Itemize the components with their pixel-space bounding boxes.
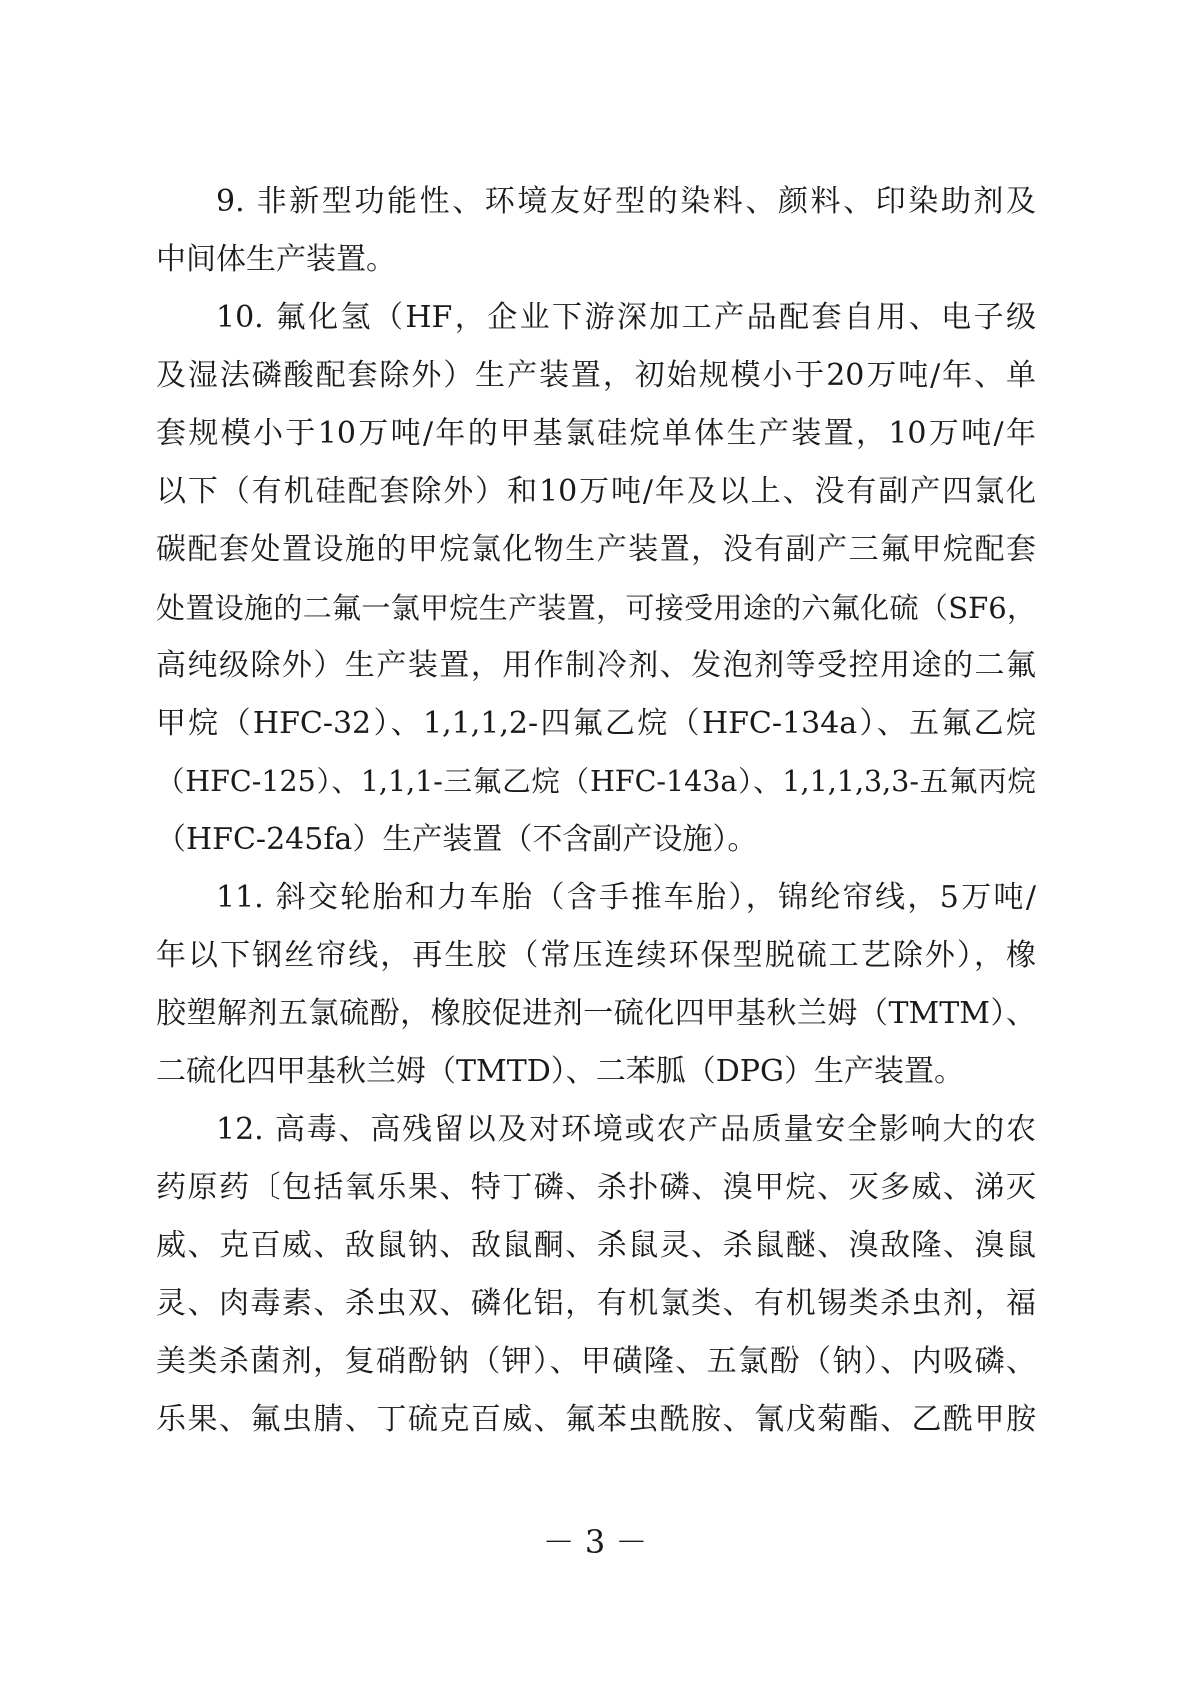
text-line: 药原药〔包括氧乐果、特丁磷、杀扑磷、溴甲烷、灭多威、涕灭: [156, 1170, 1036, 1205]
text-line: 套规模小于10万吨/年的甲基氯硅烷单体生产装置，10万吨/年: [156, 416, 1036, 451]
text-line: 二硫化四甲基秋兰姆（TMTD）、二苯胍（DPG）生产装置。: [156, 1054, 964, 1089]
document-body: [156, 178, 1036, 1454]
text-line: 处置设施的二氟一氯甲烷生产装置，可接受用途的六氟化硫（SF6，: [156, 591, 1036, 625]
text-line: 乐果、氟虫腈、丁硫克百威、氟苯虫酰胺、氰戊菊酯、乙酰甲胺: [156, 1402, 1036, 1437]
paragraph-item-12: [156, 1106, 1036, 1454]
text-line: 年以下钢丝帘线，再生胶（常压连续环保型脱硫工艺除外），橡: [156, 938, 1036, 973]
text-line: 12. 高毒、高残留以及对环境或农产品质量安全影响大的农: [216, 1112, 1036, 1147]
text-line: 灵、肉毒素、杀虫双、磷化铝，有机氯类、有机锡类杀虫剂，福: [156, 1286, 1036, 1321]
text-line: 胶塑解剂五氯硫酚，橡胶促进剂一硫化四甲基秋兰姆（TMTM）、: [156, 996, 1036, 1031]
text-line: （HFC-125）、1,1,1-三氟乙烷（HFC-143a）、1,1,1,3,3-五氟丙烷: [156, 765, 1036, 798]
text-line: 10. 氟化氢（HF，企业下游深加工产品配套自用、电子级: [216, 300, 1036, 335]
paragraph-item-11: [156, 874, 1036, 1106]
text-line: 甲烷（HFC-32）、1,1,1,2-四氟乙烷（HFC-134a）、五氟乙烷: [156, 706, 1036, 741]
text-line: 中间体生产装置。: [156, 242, 396, 277]
text-line: （HFC-245fa）生产装置（不含副产设施）。: [156, 822, 758, 857]
paragraph-item-10: [156, 294, 1036, 874]
text-line: 威、克百威、敌鼠钠、敌鼠酮、杀鼠灵、杀鼠醚、溴敌隆、溴鼠: [156, 1228, 1036, 1263]
text-line: 9. 非新型功能性、环境友好型的染料、颜料、印染助剂及: [216, 184, 1036, 219]
paragraph-item-9: [156, 178, 1036, 294]
text-line: 及湿法磷酸配套除外）生产装置，初始规模小于20万吨/年、单: [156, 358, 1036, 393]
text-line: 以下（有机硅配套除外）和10万吨/年及以上、没有副产四氯化: [156, 474, 1036, 509]
text-line: 碳配套处置设施的甲烷氯化物生产装置，没有副产三氟甲烷配套: [156, 532, 1036, 567]
text-line: 11. 斜交轮胎和力车胎（含手推车胎），锦纶帘线，5万吨/: [216, 880, 1036, 915]
text-line: 美类杀菌剂，复硝酚钠（钾）、甲磺隆、五氯酚（钠）、内吸磷、: [156, 1344, 1036, 1379]
text-line: 高纯级除外）生产装置，用作制冷剂、发泡剂等受控用途的二氟: [156, 648, 1036, 683]
page-number: － 3 －: [542, 1523, 648, 1561]
